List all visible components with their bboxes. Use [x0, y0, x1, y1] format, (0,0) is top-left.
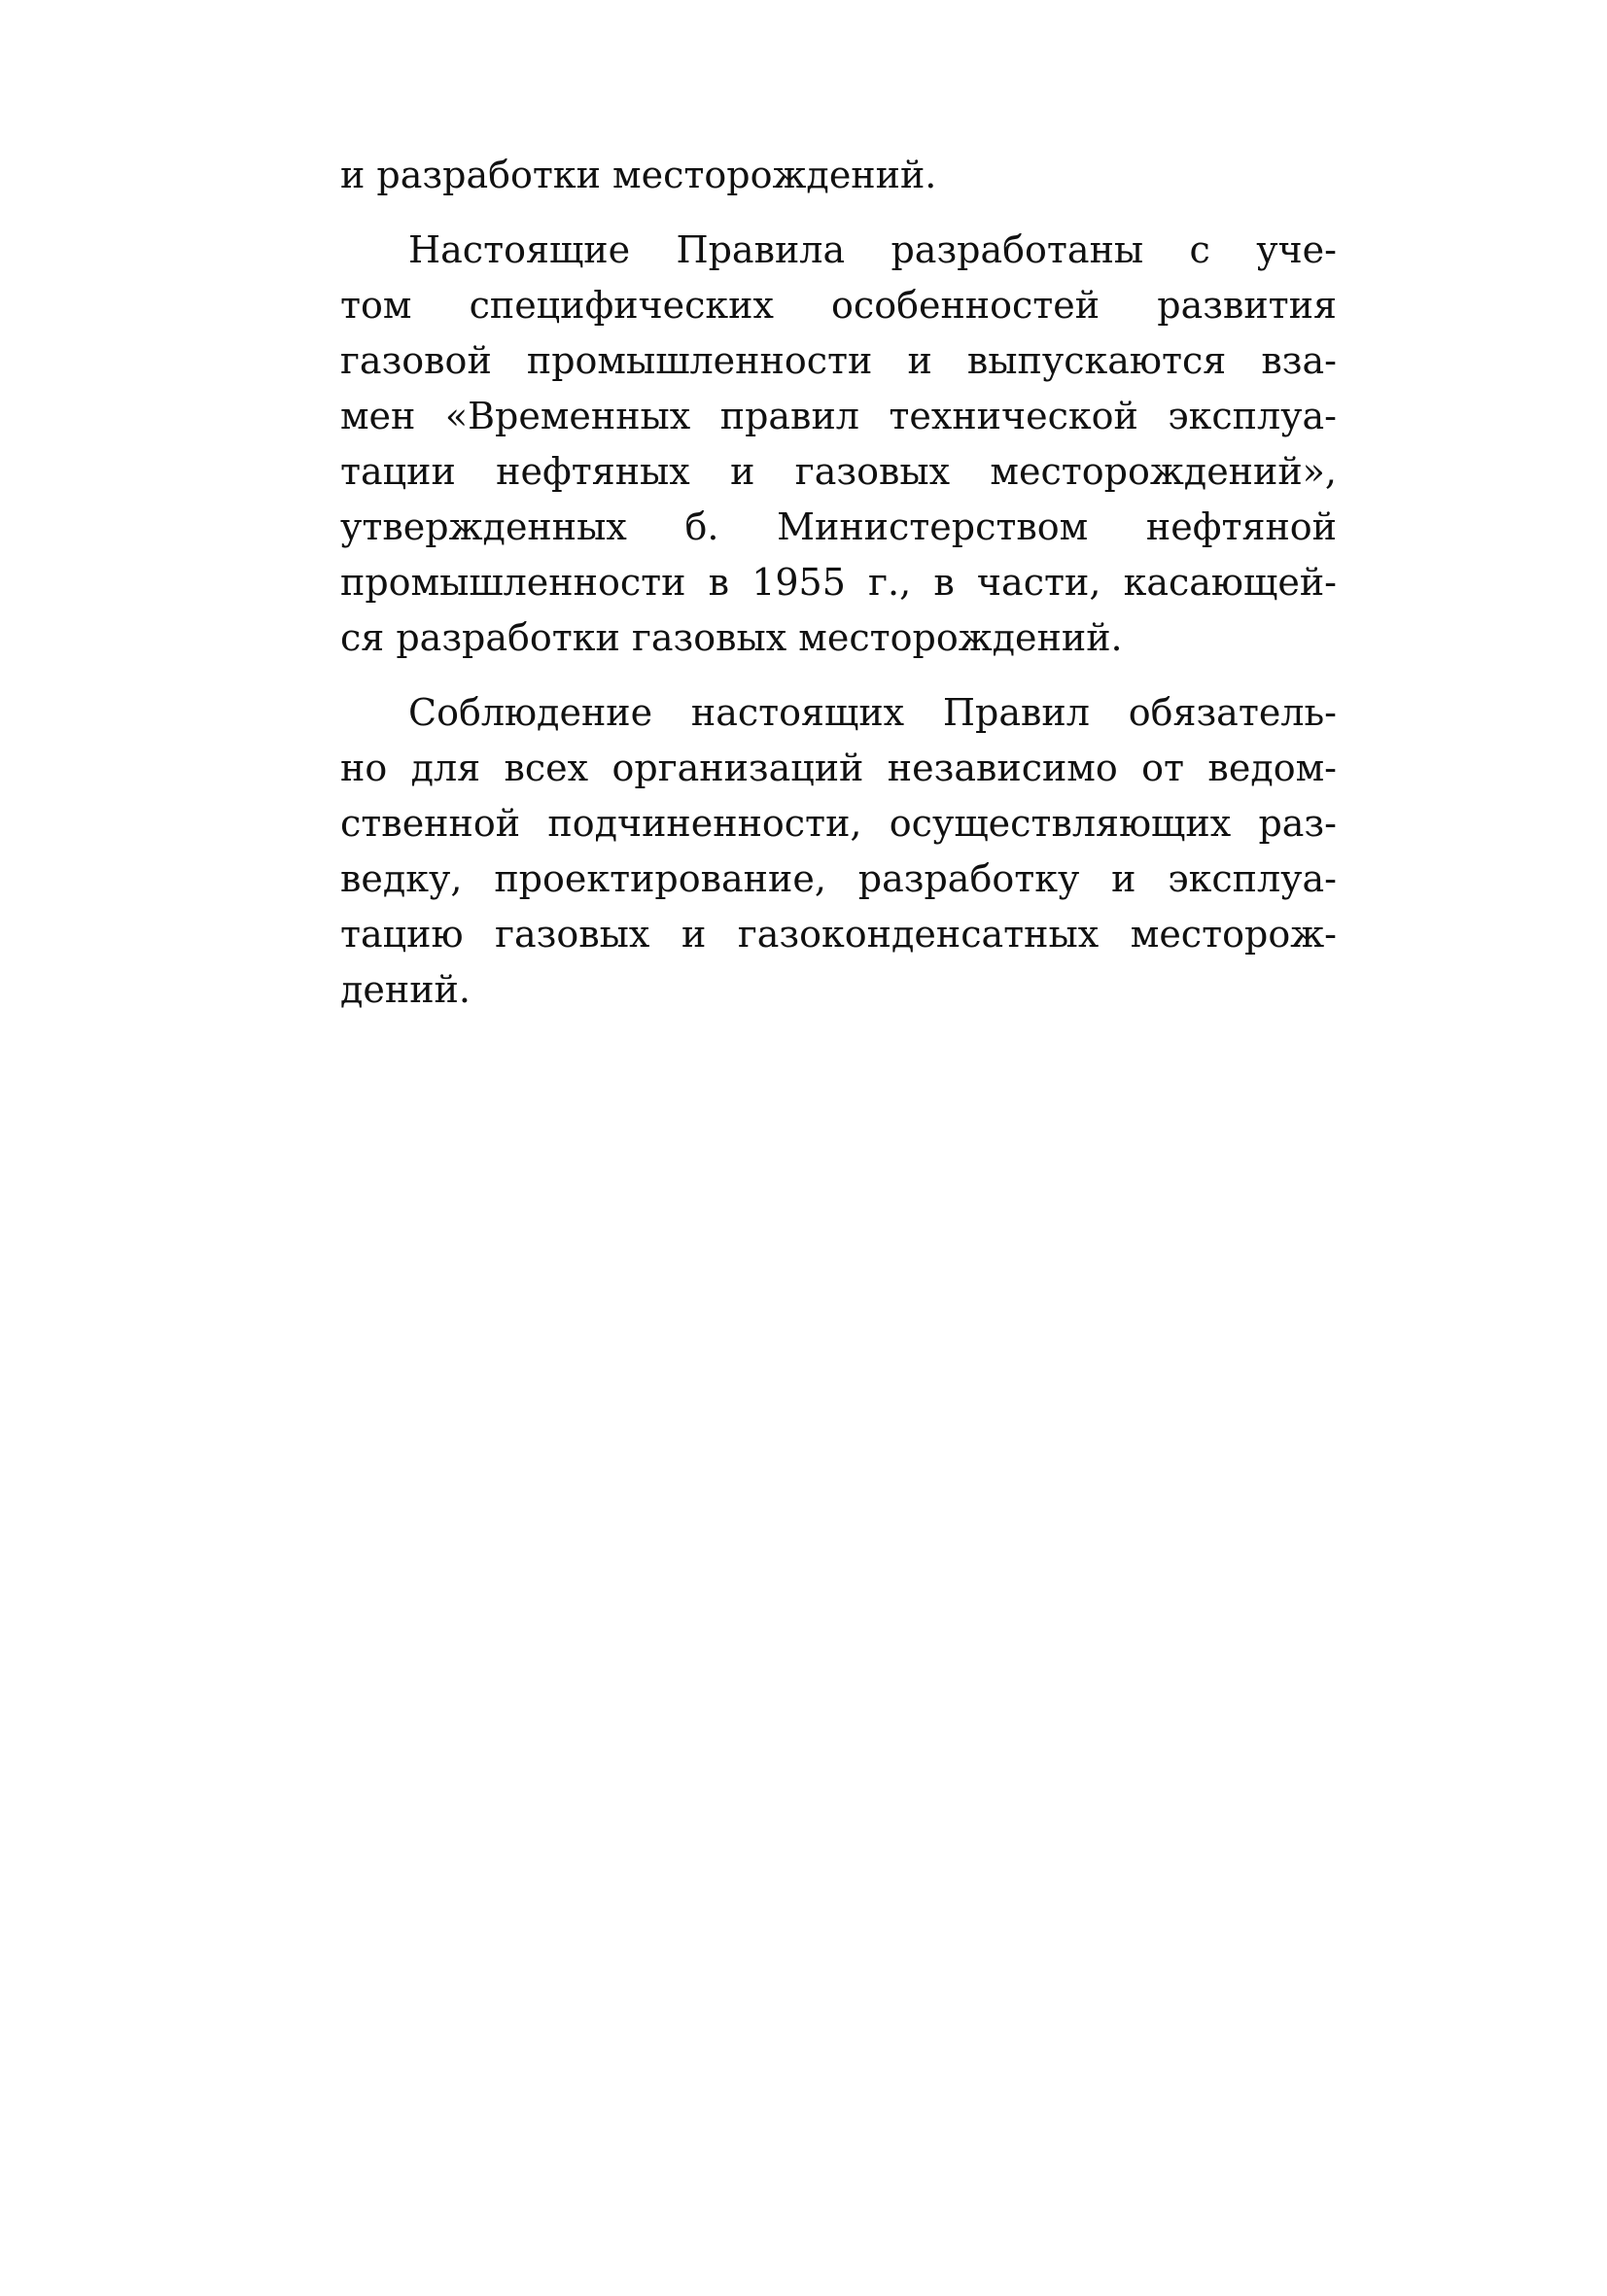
text-line: тации нефтяных и газовых месторождений», [340, 450, 1337, 493]
text-line: том специфических особенностей развития [340, 284, 1337, 327]
document-text [340, 148, 1337, 1018]
text-line: утвержденных б. Министерством нефтяной [340, 505, 1337, 548]
text-line: тацию газовых и газоконденсатных месторож- [340, 913, 1337, 956]
text-line: ся разработки газовых месторождений. [340, 616, 1123, 659]
text-line: Соблюдение настоящих Правил обязатель- [408, 691, 1337, 734]
text-line: промышленности в 1955 г., в части, касающей- [340, 561, 1337, 604]
text-line: Настоящие Правила разработаны с уче- [408, 228, 1337, 271]
text-line: но для всех организаций независимо от ведом- [340, 747, 1337, 789]
text-line: ственной подчиненности, осуществляющих раз- [340, 802, 1337, 845]
text-line: дений. [340, 968, 471, 1011]
text-line: мен «Временных правил технической эксплуа- [340, 395, 1337, 437]
text-line: ведку, проектирование, разработку и эксплуа- [340, 857, 1337, 900]
text-line: газовой промышленности и выпускаются вза- [340, 339, 1337, 382]
text-line: и разработки месторождений. [340, 154, 937, 196]
